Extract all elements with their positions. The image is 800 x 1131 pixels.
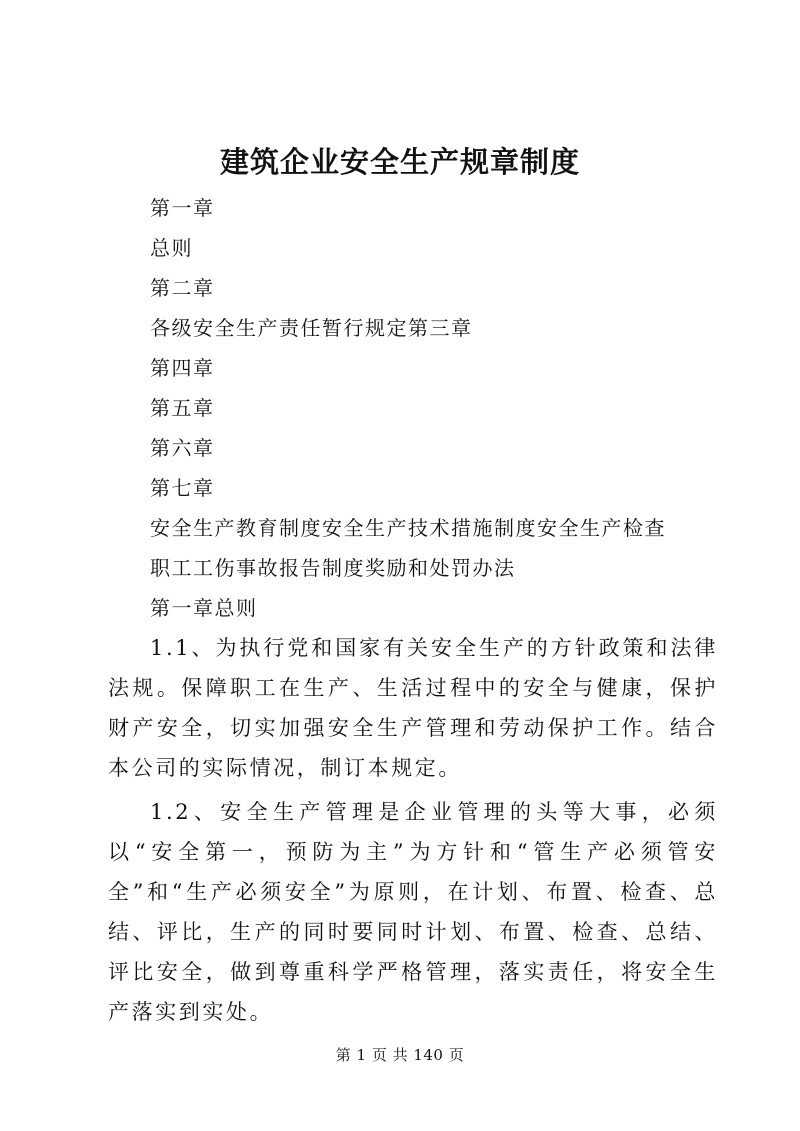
toc-item: 职工工伤事故报告制度奖励和处罚办法 [150, 556, 516, 580]
toc-item: 第七章 [150, 476, 215, 500]
paragraph-1-1: 1.1、为执行党和国家有关安全生产的方针政策和法律法规。保障职工在生产、生活过程中的安全与健康，保护财产安全，切实加强安全生产管理和劳动保护工作。结合本公司的实际情况，制订本规定。 [108, 636, 718, 780]
section-heading: 第一章总则 [150, 596, 258, 620]
paragraph-1-2: 1.2、安全生产管理是企业管理的头等大事，必须以“安全第一，预防为主”为方针和“管生产必须管安全”和“生产必须安全”为原则，在计划、布置、检查、总结、评比，生产的同时要同时计划、布置、检查、总结、评比安全，做到尊重科学严格管理，落实责任，将安全生产落实到实处。 [108, 800, 718, 1024]
table-of-contents [150, 188, 750, 628]
toc-item: 总则 [150, 236, 193, 260]
toc-item: 第二章 [150, 276, 215, 300]
toc-item: 各级安全生产责任暂行规定第三章 [150, 316, 473, 340]
toc-item: 安全生产教育制度安全生产技术措施制度安全生产检查 [150, 516, 666, 540]
toc-item: 第五章 [150, 396, 215, 420]
toc-item: 第一章 [150, 196, 215, 220]
toc-item: 第六章 [150, 436, 215, 460]
document-title: 建筑企业安全生产规章制度 [219, 145, 580, 179]
document-body [108, 628, 718, 1036]
toc-item: 第四章 [150, 356, 215, 380]
page-footer: 第 1 页 共 140 页 [335, 1046, 465, 1064]
